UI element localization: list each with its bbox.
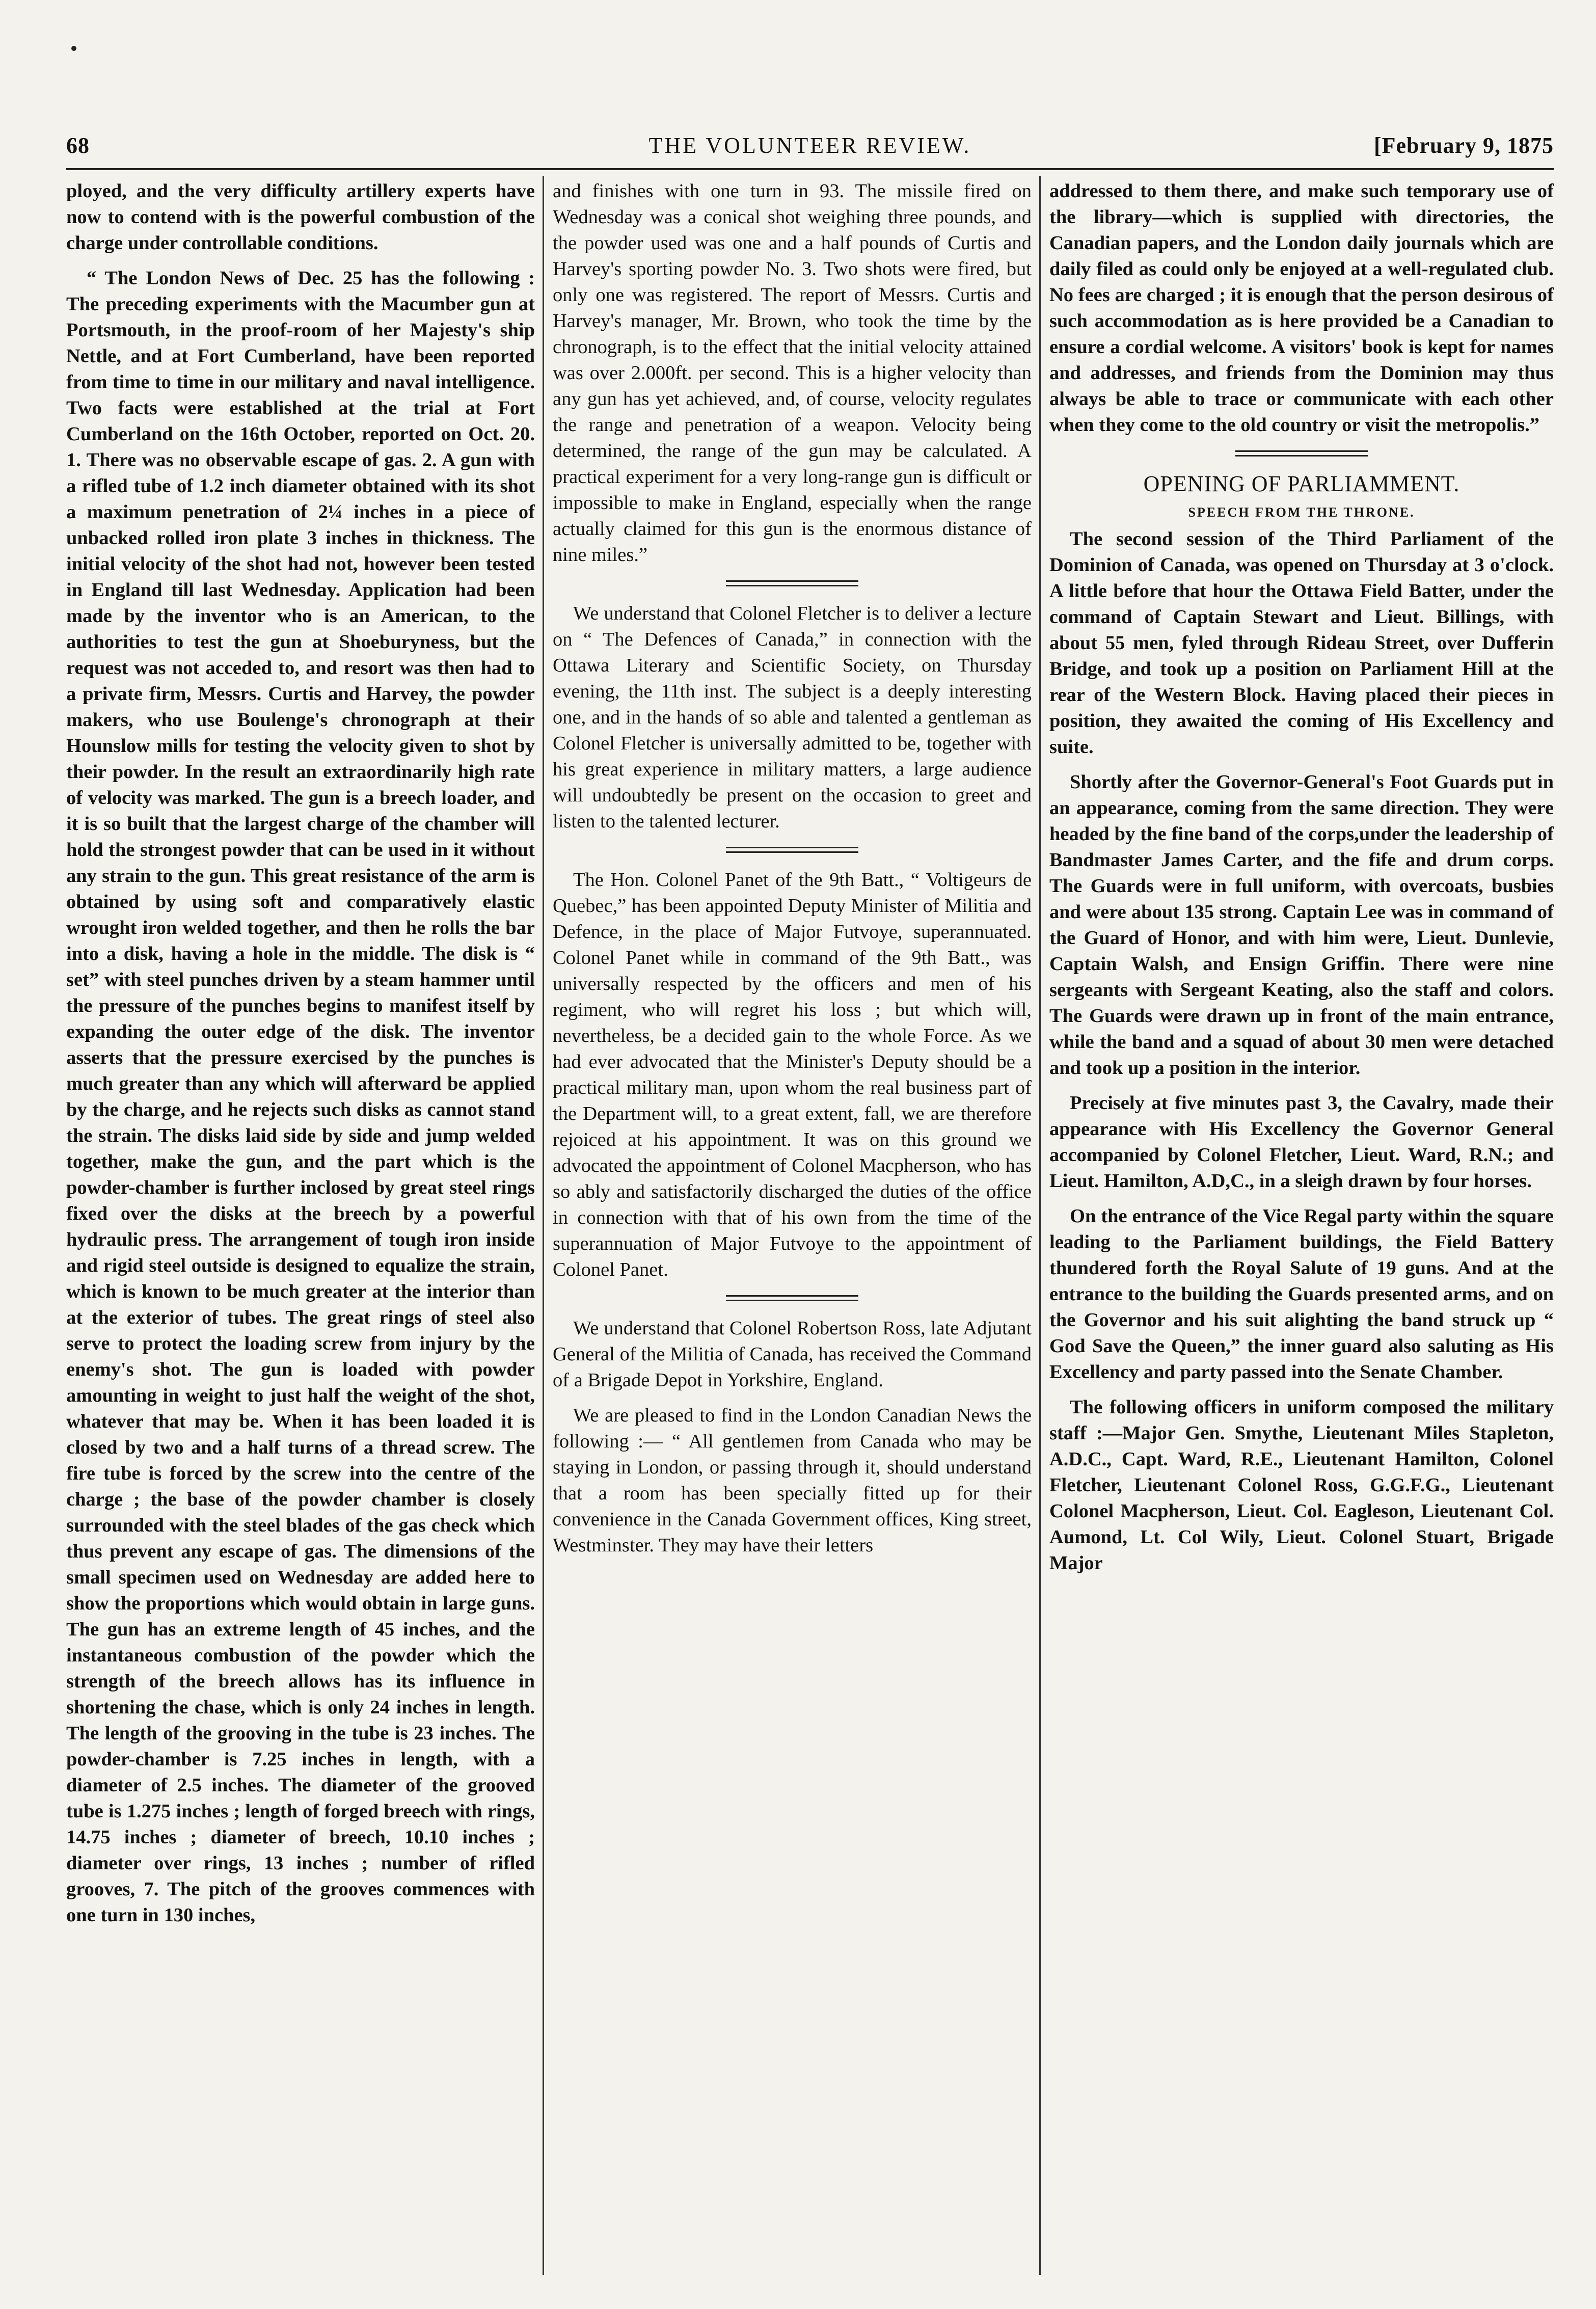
article-paragraph: addressed to them there, and make such temporary use of the library—which is supplied with directories, the Canadian papers, and the London daily journals which are daily filed as could only be enjoyed at a well-regulated club. No fees are charged ; it is enough that the person desirous of such accommodation as is here provided be a Canadian to ensure a cordial welcome. A visitors' book is kept for names and addresses, and friends from the Dominion may thus always be able to trace or communicate with each other when they come to the old country or visit the metropolis.” (1049, 180, 1554, 436)
page-number: 68 (66, 133, 90, 158)
column-2 (553, 178, 1032, 1568)
article-paragraph: On the entrance of the Vice Regal party within the square leading to the Parliament buildings, the Field Battery thundered forth the Royal Salute of 19 guns. And at the entrance to the building the Guards presented arms, and on the Governor and his suit alighting the band struck up “ God Save the Queen,” the inner guard also saluting as His Excellency and party passed into the Senate Chamber. (1049, 1205, 1554, 1383)
column-divider (1039, 176, 1041, 2275)
column-3 (1049, 178, 1554, 1586)
ink-dot (71, 46, 76, 51)
article-paragraph: “ The London News of Dec. 25 has the following : The preceding experiments with the Macumber gun at Portsmouth, in the proof-room of her Majesty's ship Nettle, and at Fort Cumberland, have been reported from time to time in our military and naval intelligence. Two facts were established at the trial at Fort Cumberland on the 16th October, reported on Oct. 20. 1. There was no observable escape of gas. 2. A gun with a rifled tube of 1.2 inch diameter obtained with its shot a maximum penetration of 2¼ inches in a piece of unbacked rolled iron plate 3 inches in thickness. The initial velocity of the shot had not, however been tested in England till last Wednesday. Application had been made by the inventor who is an American, to the authorities to test the gun at Shoeburyness, but the request was not acceded to, and resort was then had to a private firm, Messrs. Curtis and Harvey, the powder makers, who use Boulenge's chronograph at their Hounslow mills for testing the velocity given to shot by their powder. In the result an extraordinarily high rate of velocity was marked. The gun is a breech loader, and it is so built that the largest charge of the chamber will hold the strongest powder that can be used in it without any strain to the gun. This great resistance of the arm is obtained by using soft and comparatively elastic wrought iron welded together, and then he rolls the bar into a disk, having a hole in the middle. The disk is “ set” with steel punches driven by a steam hammer until the pressure of the punches begins to manifest itself by expanding the outer edge of the disk. The inventor asserts that the pressure exercised by the punches is much greater than any which will afterward be applied by the charge, and he rejects such disks as cannot stand the strain. The disks laid side by side and jump welded together, make the gun, and the part which is the powder-chamber is further inclosed by great steel rings fixed over the disks at the breech by a powerful hydraulic press. The arrangement of tough iron inside and rigid steel outside is designed to equalize the strain, which is known to be much greater at the interior than at the exterior of tubes. The great rings of steel also serve to protect the loading screw from injury by the enemy's shot. The gun is loaded with powder amounting in weight to just half the weight of the shot, whatever that may be. When it has been loaded it is closed by two and a half turns of a thread screw. The fire tube is forced by the screw into the centre of the charge ; the base of the powder chamber is closely surrounded with the steel blades of the gas check which thus prevent any escape of gas. The dimensions of the small specimen used on Wednesday are added here to show the proportions which would obtain in large guns. The gun has an extreme length of 45 inches, and the instantaneous combustion of the powder which the strength of the breech allows has its influence in shortening the chase, which is only 24 inches in length. The length of the grooving in the tube is 23 inches. The powder-chamber is 7.25 inches in length, with a diameter of 2.5 inches. The diameter of the grooved tube is 1.275 inches ; length of forged breech with rings, 14.75 inches ; diameter of breech, 10.10 inches ; diameter over rings, 13 inches ; number of rifled grooves, 7. The pitch of the grooves commences with one turn in 130 inches, (66, 267, 535, 1926)
section-separator (726, 1295, 858, 1301)
news-item: We understand that Colonel Fletcher is to deliver a lecture on “ The Defences of Canada,” in connection with the Ottawa Literary and Scientific Society, on Thursday evening, the 11th inst. The subject is a deeply interesting one, and in the hands of so able and talented a gentleman as Colonel Fletcher is universally admitted to be, together with his great experience in military matters, a large audience will undoubtedly be present on the occasion to greet and listen to the talented lecturer. (553, 603, 1032, 832)
section-title: OPENING OF PARLIAMMENT. (1143, 471, 1460, 496)
section-subtitle: SPEECH FROM THE THRONE. (1188, 505, 1415, 520)
article-paragraph: The following officers in uniform composed the military staff :—Major Gen. Smythe, Lieutenant Miles Stapleton, A.D.C., Capt. Ward, R.E., Lieutenant Hamilton, Colonel Fletcher, Lieutenant Colonel Ross, G.G.F.G., Lieutenant Colonel Macpherson, Lieut. Col. Eagleson, Lieutenant Col. Aumond, Lt. Col Wily, Lieut. Colonel Stuart, Brigade Major (1049, 1397, 1554, 1574)
article-paragraph: Shortly after the Governor-General's Foot Guards put in an appearance, coming from the same direction. They were headed by the fine band of the corps,under the leadership of Bandmaster James Carter, and the fife and drum corps. The Guards were in full uniform, with overcoats, busbies and were about 135 strong. Captain Lee was in command of the Guard of Honor, and with him were, Lieut. Dunlevie, Captain Walsh, and Ensign Griffin. There were nine sergeants with Sergeant Keating, also the staff and colors. The Guards were drawn up in front of the main entrance, while the band and a squad of about 30 men were detached and took up a position in the interior. (1049, 771, 1554, 1079)
news-item: We understand that Colonel Robertson Ross, late Adjutant General of the Militia of Canada, has received the Command of a Brigade Depot in Yorkshire, England. (553, 1318, 1032, 1391)
news-item: The Hon. Colonel Panet of the 9th Batt., “ Voltigeurs de Quebec,” has been appointed Deputy Minister of Militia and Defence, in the place of Major Futvoye, superannuated. Colonel Panet while in command of the 9th Batt., was universally respected by the officers and men of his regiment, who will regret his loss ; but which will, nevertheless, be a decided gain to the whole Force. As we had ever advocated that the Minister's Deputy should be a practical military man, upon whom the real business part of the Department will, to a great extent, fall, we are therefore rejoiced at his appointment. It was on this ground we advocated the appointment of Colonel Macpherson, who has so ably and satisfactorily discharged the duties of the office in connection with that of his own from the time of the superannuation of Major Futvoye to the appointment of Colonel Panet. (553, 869, 1032, 1280)
article-paragraph: Precisely at five minutes past 3, the Cavalry, made their appearance with His Excellency the Governor General accompanied by Colonel Fletcher, Lieut. Ward, R.N.; and Lieut. Hamilton, A.D,C., in a sleigh drawn by four horses. (1049, 1092, 1554, 1192)
article-paragraph: The second session of the Third Parliament of the Dominion of Canada, was opened on Thursday at 3 o'clock. A little before that hour the Ottawa Field Batter, under the command of Captain Stewart and Lieut. Billings, with about 55 men, fyled through Rideau Street, over Dufferin Bridge, and took up a position on Parliament Hill at the rear of the Western Block. Having placed their pieces in position, they awaited the coming of His Excellency and suite. (1049, 528, 1554, 758)
page-header (66, 132, 1554, 173)
column-1 (66, 178, 535, 1938)
masthead-title: THE VOLUNTEER REVIEW. (648, 133, 971, 158)
section-separator (726, 580, 858, 586)
section-separator (726, 847, 858, 853)
column-divider (543, 176, 544, 2275)
header-rule (66, 168, 1554, 170)
news-item: We are pleased to find in the London Canadian News the following :— “ All gentlemen from Canada who may be staying in London, or passing through it, should understand that a room has been specially fitted up for their convenience in the Canada Government offices, King street, Westminster. They may have their letters (553, 1405, 1032, 1556)
section-separator (1235, 450, 1368, 457)
article-paragraph: and finishes with one turn in 93. The missile fired on Wednesday was a conical shot weighing three pounds, and the powder used was one and a half pounds of Curtis and Harvey's sporting powder No. 3. Two shots were fired, but only one was registered. The report of Messrs. Curtis and Harvey's manager, Mr. Brown, who took the time by the chronograph, is to the effect that the initial velocity attained was over 2.000ft. per second. This is a higher velocity than any gun has yet achieved, and, of course, velocity regulates the range and penetration of a weapon. Velocity being determined, the range of the gun may be calculated. A practical experiment for a very long-range gun is difficult or impossible to make in England, especially when the range actually claimed for this gun is the enormous distance of nine miles.” (553, 180, 1032, 566)
issue-date: [February 9, 1875 (1373, 133, 1554, 158)
article-paragraph: ployed, and the very difficulty artillery experts have now to contend with is the powerful combustion of the charge under controllable conditions. (66, 180, 535, 254)
